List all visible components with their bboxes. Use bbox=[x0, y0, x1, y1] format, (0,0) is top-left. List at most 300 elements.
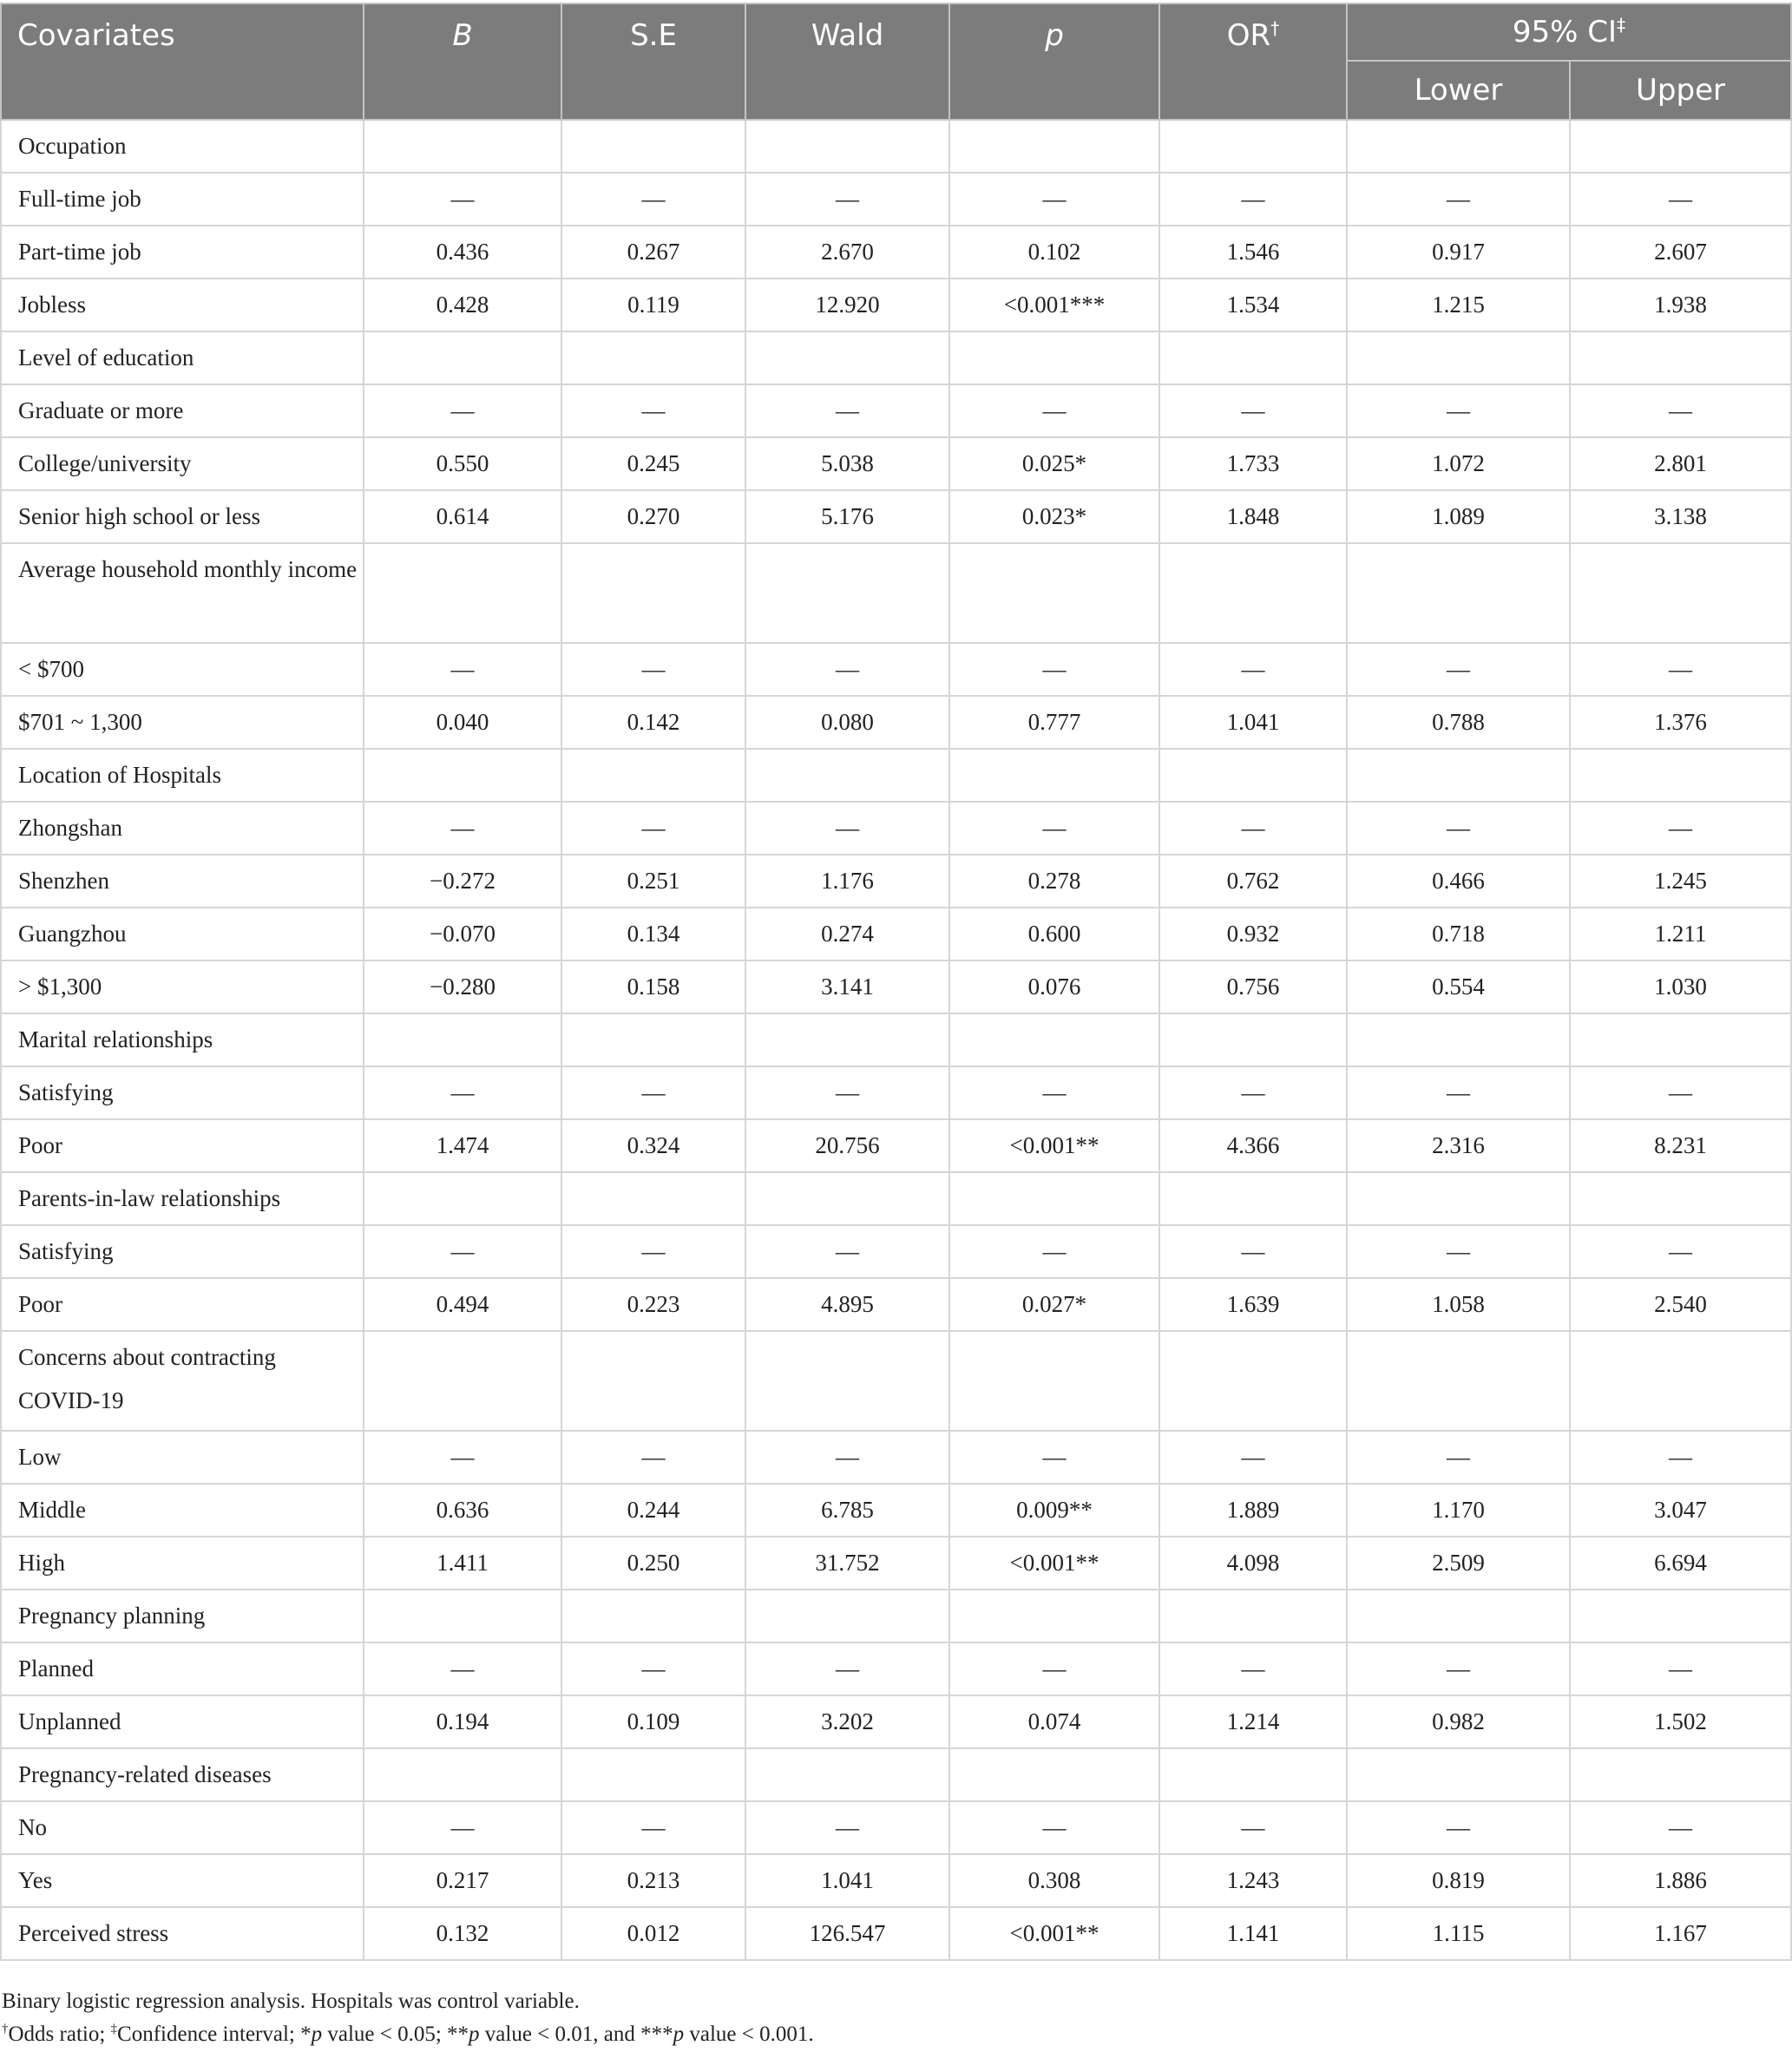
cell-se: — bbox=[561, 1431, 745, 1484]
cell-ci-lower: 1.072 bbox=[1347, 437, 1570, 490]
row-label: Satisfying bbox=[1, 1225, 364, 1278]
cell-ci-upper bbox=[1570, 749, 1791, 802]
footnote-abbreviations: †Odds ratio; ‡Confidence interval; *p value < 0.05; **p value < 0.01, and ***p value < 0.001. bbox=[2, 2022, 814, 2046]
cell-p: — bbox=[949, 1801, 1159, 1854]
cell-p: 0.023* bbox=[949, 490, 1159, 543]
cell-p: 0.102 bbox=[949, 226, 1159, 279]
table-row bbox=[1, 279, 1791, 331]
cell-p: — bbox=[949, 1431, 1159, 1484]
cell-se: 0.109 bbox=[561, 1695, 745, 1748]
cell-se: 0.244 bbox=[561, 1484, 745, 1537]
cell-wald bbox=[745, 1013, 949, 1066]
cell-p: — bbox=[949, 1642, 1159, 1695]
cell-se bbox=[561, 120, 745, 173]
cell-ci-upper: — bbox=[1570, 1801, 1791, 1854]
cell-se: 0.245 bbox=[561, 437, 745, 490]
cell-ci-lower: — bbox=[1347, 1801, 1570, 1854]
cell-se: — bbox=[561, 384, 745, 437]
cell-or: 0.932 bbox=[1159, 908, 1347, 960]
cell-b: — bbox=[364, 1801, 561, 1854]
cell-b: 0.636 bbox=[364, 1484, 561, 1537]
table-row bbox=[1, 1537, 1791, 1590]
cell-wald: 12.920 bbox=[745, 279, 949, 331]
cell-ci-upper: 1.211 bbox=[1570, 908, 1791, 960]
cell-b bbox=[364, 749, 561, 802]
cell-p: <0.001** bbox=[949, 1537, 1159, 1590]
cell-p: 0.076 bbox=[949, 960, 1159, 1013]
cell-b: 0.194 bbox=[364, 1695, 561, 1748]
cell-ci-upper: 2.607 bbox=[1570, 226, 1791, 279]
cell-or bbox=[1159, 1013, 1347, 1066]
cell-or: 1.889 bbox=[1159, 1484, 1347, 1537]
cell-se: — bbox=[561, 643, 745, 696]
table-row bbox=[1, 1172, 1791, 1225]
cell-ci-upper: 1.376 bbox=[1570, 696, 1791, 749]
cell-wald: — bbox=[745, 1066, 949, 1119]
cell-ci-lower: — bbox=[1347, 1642, 1570, 1695]
cell-or bbox=[1159, 1590, 1347, 1642]
footnote-analysis: Binary logistic regression analysis. Hospitals was control variable. bbox=[2, 1990, 580, 2013]
cell-ci-lower: 1.115 bbox=[1347, 1907, 1570, 1960]
cell-b bbox=[364, 331, 561, 384]
cell-se: — bbox=[561, 1066, 745, 1119]
cell-ci-upper bbox=[1570, 1331, 1791, 1431]
cell-se: 0.213 bbox=[561, 1854, 745, 1907]
cell-or: — bbox=[1159, 1801, 1347, 1854]
cell-ci-upper bbox=[1570, 1748, 1791, 1801]
cell-se: — bbox=[561, 173, 745, 226]
cell-b bbox=[364, 1013, 561, 1066]
cell-b: — bbox=[364, 1642, 561, 1695]
table-row bbox=[1, 1119, 1791, 1172]
header-or: OR† bbox=[1159, 3, 1347, 120]
cell-ci-lower: — bbox=[1347, 1225, 1570, 1278]
cell-wald bbox=[745, 1172, 949, 1225]
cell-se bbox=[561, 1590, 745, 1642]
row-label: Perceived stress bbox=[1, 1907, 364, 1960]
cell-ci-lower: — bbox=[1347, 643, 1570, 696]
cell-p: — bbox=[949, 643, 1159, 696]
cell-wald bbox=[745, 120, 949, 173]
table-row bbox=[1, 802, 1791, 855]
table-row bbox=[1, 331, 1791, 384]
row-label: Shenzhen bbox=[1, 855, 364, 908]
cell-wald: 31.752 bbox=[745, 1537, 949, 1590]
cell-or: 1.214 bbox=[1159, 1695, 1347, 1748]
cell-or: — bbox=[1159, 643, 1347, 696]
header-p: p bbox=[949, 3, 1159, 120]
cell-b bbox=[364, 1748, 561, 1801]
cell-p: — bbox=[949, 173, 1159, 226]
cell-b: — bbox=[364, 173, 561, 226]
cell-ci-lower: — bbox=[1347, 802, 1570, 855]
cell-b: 1.474 bbox=[364, 1119, 561, 1172]
cell-b: 0.550 bbox=[364, 437, 561, 490]
cell-se: 0.251 bbox=[561, 855, 745, 908]
cell-ci-upper: 1.502 bbox=[1570, 1695, 1791, 1748]
cell-se bbox=[561, 331, 745, 384]
cell-ci-upper: 6.694 bbox=[1570, 1537, 1791, 1590]
header-ci-lower: Lower bbox=[1347, 61, 1570, 120]
cell-or: 0.762 bbox=[1159, 855, 1347, 908]
cell-b bbox=[364, 120, 561, 173]
table-row bbox=[1, 908, 1791, 960]
cell-b: — bbox=[364, 802, 561, 855]
cell-p: 0.278 bbox=[949, 855, 1159, 908]
cell-b: 1.411 bbox=[364, 1537, 561, 1590]
table-row bbox=[1, 1642, 1791, 1695]
row-label: Low bbox=[1, 1431, 364, 1484]
cell-p bbox=[949, 1748, 1159, 1801]
table-row bbox=[1, 1278, 1791, 1331]
header-b: B bbox=[364, 3, 561, 120]
cell-ci-lower: 1.215 bbox=[1347, 279, 1570, 331]
row-label: Marital relationships bbox=[1, 1013, 364, 1066]
cell-or bbox=[1159, 543, 1347, 643]
cell-se: — bbox=[561, 1801, 745, 1854]
cell-b: 0.494 bbox=[364, 1278, 561, 1331]
cell-or: — bbox=[1159, 384, 1347, 437]
cell-ci-lower: 1.058 bbox=[1347, 1278, 1570, 1331]
table-row bbox=[1, 173, 1791, 226]
cell-b: — bbox=[364, 1431, 561, 1484]
cell-se: 0.324 bbox=[561, 1119, 745, 1172]
cell-ci-upper: — bbox=[1570, 802, 1791, 855]
cell-ci-upper: — bbox=[1570, 384, 1791, 437]
table-body bbox=[1, 120, 1791, 1960]
cell-wald: 0.080 bbox=[745, 696, 949, 749]
cell-or: — bbox=[1159, 1642, 1347, 1695]
cell-ci-upper bbox=[1570, 331, 1791, 384]
cell-wald bbox=[745, 749, 949, 802]
row-label: Zhongshan bbox=[1, 802, 364, 855]
cell-wald: — bbox=[745, 384, 949, 437]
cell-p: 0.027* bbox=[949, 1278, 1159, 1331]
cell-or: 1.243 bbox=[1159, 1854, 1347, 1907]
row-label: Unplanned bbox=[1, 1695, 364, 1748]
cell-se: — bbox=[561, 802, 745, 855]
cell-b: — bbox=[364, 384, 561, 437]
row-label: Satisfying bbox=[1, 1066, 364, 1119]
cell-b: 0.436 bbox=[364, 226, 561, 279]
cell-wald: 5.038 bbox=[745, 437, 949, 490]
cell-ci-lower: 1.170 bbox=[1347, 1484, 1570, 1537]
cell-wald bbox=[745, 1590, 949, 1642]
cell-wald: — bbox=[745, 173, 949, 226]
row-label: Senior high school or less bbox=[1, 490, 364, 543]
cell-b: −0.280 bbox=[364, 960, 561, 1013]
cell-p bbox=[949, 749, 1159, 802]
cell-ci-upper: — bbox=[1570, 643, 1791, 696]
cell-ci-upper: — bbox=[1570, 1225, 1791, 1278]
row-label: Full-time job bbox=[1, 173, 364, 226]
cell-b bbox=[364, 1331, 561, 1431]
row-label: > $1,300 bbox=[1, 960, 364, 1013]
cell-b: 0.428 bbox=[364, 279, 561, 331]
cell-se: 0.158 bbox=[561, 960, 745, 1013]
row-label: Yes bbox=[1, 1854, 364, 1907]
cell-b bbox=[364, 543, 561, 643]
cell-ci-upper: 1.938 bbox=[1570, 279, 1791, 331]
cell-p bbox=[949, 1172, 1159, 1225]
cell-se: 0.119 bbox=[561, 279, 745, 331]
table-row bbox=[1, 226, 1791, 279]
cell-se bbox=[561, 1748, 745, 1801]
table-row bbox=[1, 1748, 1791, 1801]
cell-ci-upper: 2.801 bbox=[1570, 437, 1791, 490]
table-row bbox=[1, 384, 1791, 437]
cell-wald: 4.895 bbox=[745, 1278, 949, 1331]
table-row bbox=[1, 749, 1791, 802]
cell-wald: 20.756 bbox=[745, 1119, 949, 1172]
table-row bbox=[1, 1484, 1791, 1537]
table-row bbox=[1, 1854, 1791, 1907]
cell-ci-lower bbox=[1347, 749, 1570, 802]
row-label: Parents-in-law relationships bbox=[1, 1172, 364, 1225]
cell-b: — bbox=[364, 1066, 561, 1119]
cell-ci-lower bbox=[1347, 1748, 1570, 1801]
row-label: Poor bbox=[1, 1119, 364, 1172]
cell-se: 0.142 bbox=[561, 696, 745, 749]
table-row bbox=[1, 1013, 1791, 1066]
row-label: Pregnancy-related diseases bbox=[1, 1748, 364, 1801]
cell-se: — bbox=[561, 1642, 745, 1695]
cell-se: 0.250 bbox=[561, 1537, 745, 1590]
cell-p: — bbox=[949, 384, 1159, 437]
cell-b bbox=[364, 1590, 561, 1642]
row-label: Graduate or more bbox=[1, 384, 364, 437]
cell-ci-upper bbox=[1570, 1013, 1791, 1066]
cell-or bbox=[1159, 1748, 1347, 1801]
cell-or: 1.041 bbox=[1159, 696, 1347, 749]
table-row bbox=[1, 437, 1791, 490]
row-label: Location of Hospitals bbox=[1, 749, 364, 802]
cell-p bbox=[949, 1013, 1159, 1066]
row-label: Level of education bbox=[1, 331, 364, 384]
cell-b: −0.272 bbox=[364, 855, 561, 908]
cell-wald bbox=[745, 331, 949, 384]
row-label: Middle bbox=[1, 1484, 364, 1537]
row-label: Occupation bbox=[1, 120, 364, 173]
header-ci: 95% CI‡ bbox=[1347, 3, 1791, 61]
cell-ci-upper: — bbox=[1570, 1431, 1791, 1484]
cell-wald: — bbox=[745, 1801, 949, 1854]
cell-ci-lower bbox=[1347, 1331, 1570, 1431]
cell-ci-upper: 3.047 bbox=[1570, 1484, 1791, 1537]
cell-or: 1.546 bbox=[1159, 226, 1347, 279]
cell-b: 0.614 bbox=[364, 490, 561, 543]
table-row bbox=[1, 1695, 1791, 1748]
cell-p bbox=[949, 1331, 1159, 1431]
cell-p: 0.074 bbox=[949, 1695, 1159, 1748]
cell-or: 0.756 bbox=[1159, 960, 1347, 1013]
cell-ci-lower: — bbox=[1347, 1431, 1570, 1484]
cell-se: 0.267 bbox=[561, 226, 745, 279]
cell-ci-upper: 1.167 bbox=[1570, 1907, 1791, 1960]
cell-or: 4.366 bbox=[1159, 1119, 1347, 1172]
cell-ci-lower: — bbox=[1347, 1066, 1570, 1119]
row-label: < $700 bbox=[1, 643, 364, 696]
table-row bbox=[1, 543, 1791, 643]
cell-p bbox=[949, 1590, 1159, 1642]
cell-ci-lower bbox=[1347, 331, 1570, 384]
cell-or bbox=[1159, 1331, 1347, 1431]
cell-b: — bbox=[364, 1225, 561, 1278]
cell-se bbox=[561, 1331, 745, 1431]
cell-p bbox=[949, 543, 1159, 643]
cell-se: 0.134 bbox=[561, 908, 745, 960]
table-row bbox=[1, 1801, 1791, 1854]
cell-or: 1.733 bbox=[1159, 437, 1347, 490]
header-covariates: Covariates bbox=[1, 3, 364, 120]
cell-wald: 1.041 bbox=[745, 1854, 949, 1907]
cell-ci-upper bbox=[1570, 543, 1791, 643]
cell-or bbox=[1159, 331, 1347, 384]
cell-p: 0.308 bbox=[949, 1854, 1159, 1907]
cell-ci-lower bbox=[1347, 120, 1570, 173]
cell-wald bbox=[745, 1331, 949, 1431]
cell-ci-upper: 1.245 bbox=[1570, 855, 1791, 908]
cell-ci-upper: 1.886 bbox=[1570, 1854, 1791, 1907]
cell-wald: 0.274 bbox=[745, 908, 949, 960]
cell-ci-lower bbox=[1347, 1590, 1570, 1642]
table-row bbox=[1, 120, 1791, 173]
regression-table bbox=[0, 3, 1792, 1961]
table-row bbox=[1, 1331, 1791, 1431]
table-row bbox=[1, 1907, 1791, 1960]
cell-ci-lower: 0.917 bbox=[1347, 226, 1570, 279]
cell-ci-upper: 1.030 bbox=[1570, 960, 1791, 1013]
cell-ci-upper: 8.231 bbox=[1570, 1119, 1791, 1172]
cell-p: 0.009** bbox=[949, 1484, 1159, 1537]
cell-wald: — bbox=[745, 643, 949, 696]
cell-se bbox=[561, 1172, 745, 1225]
cell-se bbox=[561, 749, 745, 802]
row-label: Part-time job bbox=[1, 226, 364, 279]
cell-wald: — bbox=[745, 802, 949, 855]
cell-ci-upper: — bbox=[1570, 173, 1791, 226]
cell-b: — bbox=[364, 643, 561, 696]
cell-or: — bbox=[1159, 1431, 1347, 1484]
cell-ci-upper: — bbox=[1570, 1066, 1791, 1119]
cell-wald: — bbox=[745, 1431, 949, 1484]
table-row bbox=[1, 696, 1791, 749]
cell-or: 1.639 bbox=[1159, 1278, 1347, 1331]
row-label: No bbox=[1, 1801, 364, 1854]
table-row bbox=[1, 490, 1791, 543]
cell-p bbox=[949, 120, 1159, 173]
cell-wald: 2.670 bbox=[745, 226, 949, 279]
header-se: S.E bbox=[561, 3, 745, 120]
cell-ci-lower bbox=[1347, 543, 1570, 643]
cell-ci-lower: 2.509 bbox=[1347, 1537, 1570, 1590]
cell-ci-upper: — bbox=[1570, 1642, 1791, 1695]
cell-wald: 3.202 bbox=[745, 1695, 949, 1748]
cell-ci-upper bbox=[1570, 1590, 1791, 1642]
cell-b: 0.217 bbox=[364, 1854, 561, 1907]
cell-ci-lower: 1.089 bbox=[1347, 490, 1570, 543]
cell-p: — bbox=[949, 1225, 1159, 1278]
table-row bbox=[1, 643, 1791, 696]
cell-or: 4.098 bbox=[1159, 1537, 1347, 1590]
table-row bbox=[1, 1590, 1791, 1642]
cell-p: 0.777 bbox=[949, 696, 1159, 749]
table-row bbox=[1, 1431, 1791, 1484]
cell-wald: 5.176 bbox=[745, 490, 949, 543]
cell-or: 1.534 bbox=[1159, 279, 1347, 331]
table-row bbox=[1, 855, 1791, 908]
cell-se: 0.223 bbox=[561, 1278, 745, 1331]
cell-p bbox=[949, 331, 1159, 384]
row-label: Jobless bbox=[1, 279, 364, 331]
cell-wald bbox=[745, 543, 949, 643]
cell-ci-lower: 0.554 bbox=[1347, 960, 1570, 1013]
cell-p: <0.001*** bbox=[949, 279, 1159, 331]
cell-ci-lower: 0.982 bbox=[1347, 1695, 1570, 1748]
cell-ci-upper: 2.540 bbox=[1570, 1278, 1791, 1331]
cell-wald: 6.785 bbox=[745, 1484, 949, 1537]
cell-ci-lower: — bbox=[1347, 384, 1570, 437]
cell-ci-lower: 0.466 bbox=[1347, 855, 1570, 908]
cell-se bbox=[561, 1013, 745, 1066]
cell-ci-lower bbox=[1347, 1013, 1570, 1066]
cell-se: — bbox=[561, 1225, 745, 1278]
cell-or: — bbox=[1159, 1066, 1347, 1119]
header-ci-upper: Upper bbox=[1570, 61, 1791, 120]
cell-or: 1.141 bbox=[1159, 1907, 1347, 1960]
table-header bbox=[1, 3, 1791, 120]
cell-ci-lower bbox=[1347, 1172, 1570, 1225]
cell-b: 0.040 bbox=[364, 696, 561, 749]
header-wald: Wald bbox=[745, 3, 949, 120]
row-label: Concerns about contracting COVID-19 bbox=[1, 1331, 364, 1431]
cell-or bbox=[1159, 749, 1347, 802]
row-label: Guangzhou bbox=[1, 908, 364, 960]
cell-wald: — bbox=[745, 1642, 949, 1695]
cell-wald: — bbox=[745, 1225, 949, 1278]
cell-wald: 1.176 bbox=[745, 855, 949, 908]
cell-p: <0.001** bbox=[949, 1907, 1159, 1960]
cell-wald: 3.141 bbox=[745, 960, 949, 1013]
cell-or: — bbox=[1159, 173, 1347, 226]
row-label: High bbox=[1, 1537, 364, 1590]
cell-b: −0.070 bbox=[364, 908, 561, 960]
table-row bbox=[1, 960, 1791, 1013]
cell-or: 1.848 bbox=[1159, 490, 1347, 543]
table-footnotes bbox=[2, 1985, 814, 2051]
cell-se: 0.012 bbox=[561, 1907, 745, 1960]
cell-p: — bbox=[949, 1066, 1159, 1119]
row-label: Pregnancy planning bbox=[1, 1590, 364, 1642]
row-label: College/university bbox=[1, 437, 364, 490]
cell-ci-upper bbox=[1570, 120, 1791, 173]
cell-or: — bbox=[1159, 1225, 1347, 1278]
cell-ci-lower: 0.718 bbox=[1347, 908, 1570, 960]
cell-or bbox=[1159, 120, 1347, 173]
cell-b: 0.132 bbox=[364, 1907, 561, 1960]
cell-p: — bbox=[949, 802, 1159, 855]
table-row bbox=[1, 1066, 1791, 1119]
cell-wald bbox=[745, 1748, 949, 1801]
cell-p: <0.001** bbox=[949, 1119, 1159, 1172]
cell-ci-lower: 0.819 bbox=[1347, 1854, 1570, 1907]
cell-ci-upper bbox=[1570, 1172, 1791, 1225]
cell-wald: 126.547 bbox=[745, 1907, 949, 1960]
cell-p: 0.025* bbox=[949, 437, 1159, 490]
row-label: Planned bbox=[1, 1642, 364, 1695]
cell-se: 0.270 bbox=[561, 490, 745, 543]
cell-or: — bbox=[1159, 802, 1347, 855]
